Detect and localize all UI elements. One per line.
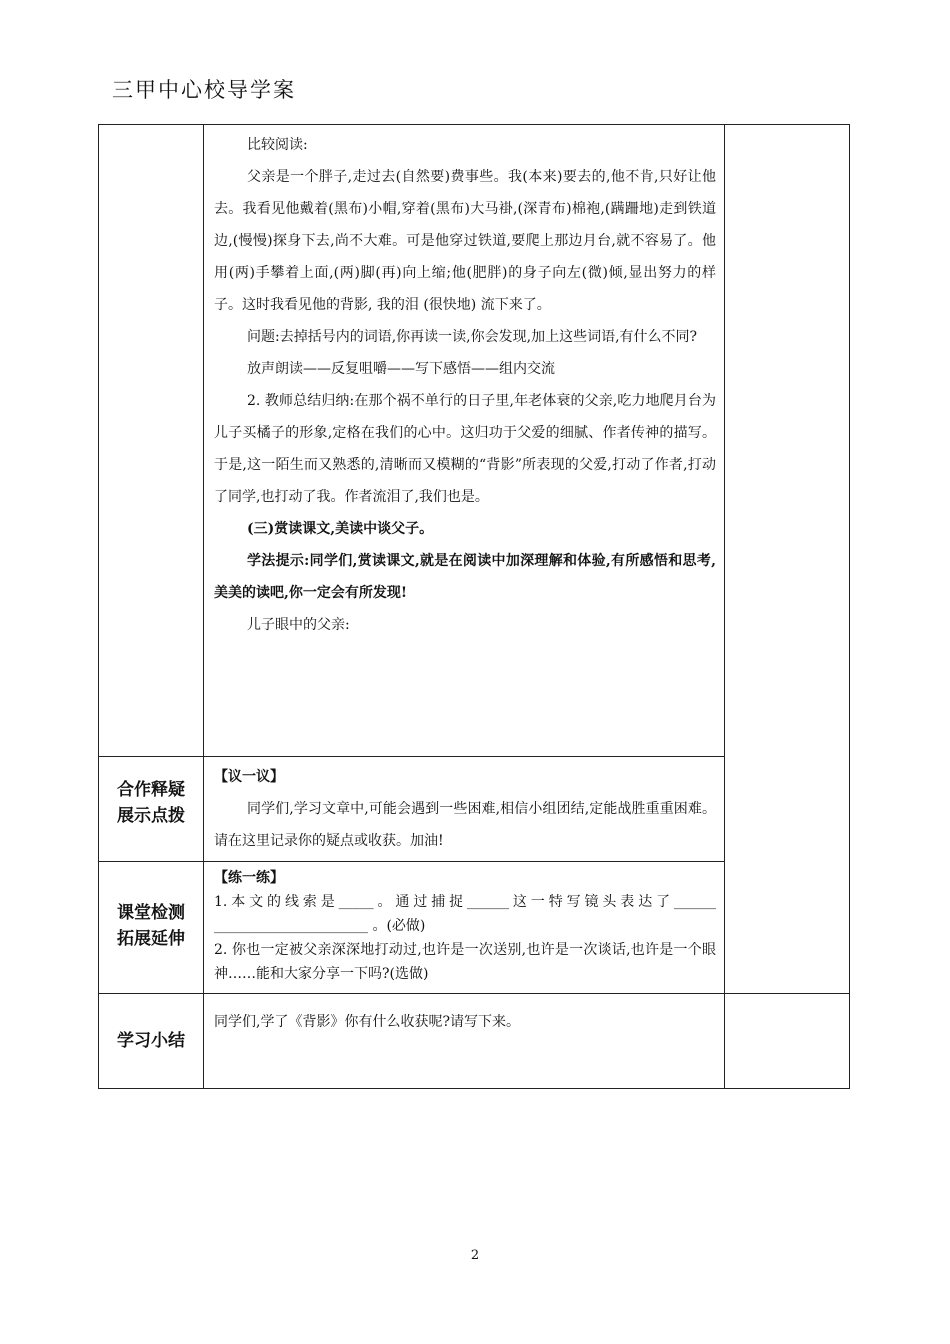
reading-content-cell	[204, 125, 725, 757]
practice-question-1: 1.本文的线索是_____。通过捕捉______这一特写镜头表达了______ ______________________ 。(必做)	[214, 894, 716, 934]
section3-title: (三)赏读课文,美读中谈父子。	[247, 521, 434, 537]
cooperate-content-cell	[204, 757, 725, 862]
practice-question-2: 2. 你也一定被父亲深深地打动过,也许是一次送别,也许是一次谈话,也许是一个眼神……能和大家分享一下吗?(选做)	[214, 942, 716, 982]
practice-label-cell	[99, 862, 204, 994]
reading-question: 问题:去掉括号内的词语,你再读一读,你会发现,加上这些词语,有什么不同?	[247, 329, 698, 345]
cooperate-label-line2: 展示点拨	[117, 806, 185, 826]
cooperate-label-line1: 合作释疑	[117, 780, 185, 800]
page-number: 2	[470, 1248, 480, 1263]
method-tip: 学法提示:同学们,赏读课文,就是在阅读中加深理解和体验,有所感悟和思考,美美的读吧,你一定会有所发现!	[214, 553, 716, 601]
summary-content-cell	[204, 994, 725, 1089]
cooperate-label-cell	[99, 757, 204, 862]
reading-passage: 父亲是一个胖子,走过去(自然要)费事些。我(本来)要去的,他不肯,只好让他去。我看见他戴着(黑布)小帽,穿着(黑布)大马褂,(深青布)棉袍,(蹒跚地)走到铁道边,(慢慢)探身下去,尚不大难。可是他穿过铁道,要爬上那边月台,就不容易了。他用(两)手攀着上面,(两)脚(再)向上缩;他(肥胖)的身子向左(微)倾,显出努力的样子。这时我看见他的背影, 我的泪 (很快地) 流下来了。	[214, 169, 716, 313]
practice-label-line1: 课堂检测	[117, 903, 185, 923]
reading-row	[99, 125, 850, 757]
son-view-prompt: 儿子眼中的父亲:	[247, 617, 350, 633]
practice-label-line2: 拓展延伸	[117, 929, 185, 949]
summary-notes-cell	[725, 994, 850, 1089]
notes-column-cell	[725, 125, 850, 994]
practice-heading: 【练一练】	[214, 870, 284, 886]
cooperate-text: 同学们,学习文章中,可能会遇到一些困难,相信小组团结,定能战胜重重困难。请在这里记录你的疑点或收获。加油!	[214, 801, 716, 849]
reading-title: 比较阅读:	[247, 137, 308, 153]
school-title: 三甲中心校导学案	[112, 78, 296, 102]
summary-label: 学习小结	[117, 1031, 185, 1051]
teacher-summary: 2. 教师总结归纳:在那个祸不单行的日子里,年老体衰的父亲,吃力地爬月台为儿子买橘子的形象,定格在我们的心中。这归功于父爱的细腻、作者传神的描写。于是,这一陌生而又熟悉的,清晰而又模糊的“背影”所表现的父爱,打动了作者,打动了同学,也打动了我。作者流泪了,我们也是。	[214, 393, 716, 505]
practice-content-cell	[204, 862, 725, 994]
summary-label-cell	[99, 994, 204, 1089]
summary-prompt: 同学们,学了《背影》你有什么收获呢?请写下来。	[214, 1014, 520, 1030]
summary-row	[99, 994, 850, 1089]
reading-steps: 放声朗读——反复咀嚼——写下感悟——组内交流	[247, 361, 555, 377]
reading-label-cell	[99, 125, 204, 757]
lesson-table	[98, 124, 850, 1089]
cooperate-heading: 【议一议】	[214, 769, 284, 785]
